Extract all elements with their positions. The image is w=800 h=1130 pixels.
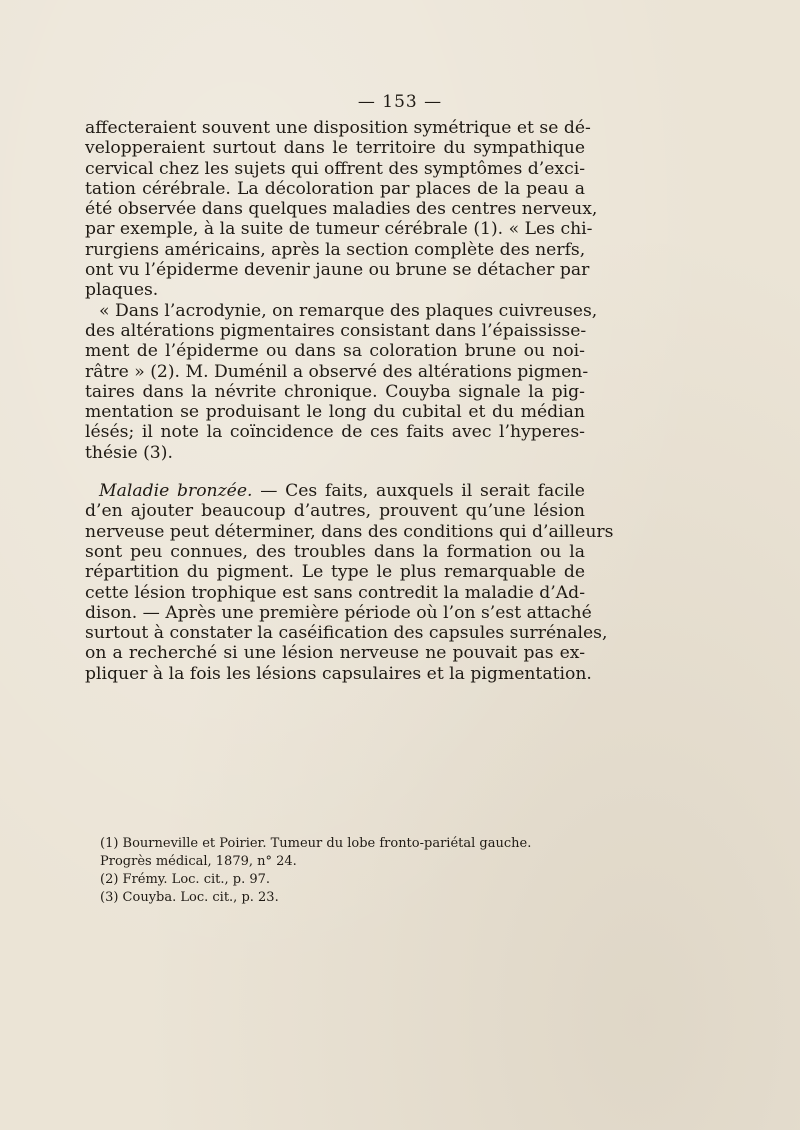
text-line: surtout à constater la caséification des capsules surrénales, (85, 623, 608, 644)
main-text (85, 118, 614, 684)
text-line: plaques. (85, 280, 159, 301)
text-line: « Dans l’acrodynie, on remarque des plaques cuivreuses, (99, 300, 598, 321)
text-line: tation cérébrale. La décoloration par places de la peau a (85, 178, 585, 199)
text-line: dison. — Après une première période où l’on s’est attaché (85, 602, 592, 623)
text-line: des altérations pigmentaires consistant dans l’épaississe- (85, 320, 587, 341)
text-line: affecteraient souvent une disposition symétrique et se dé- (85, 118, 591, 138)
paragraph-spacer (85, 463, 585, 481)
text-run: — Ces faits, auxquels il serait facile (252, 481, 585, 502)
text-line (85, 481, 585, 501)
text-line: ment de l’épiderme ou dans sa coloration brune ou noi- (85, 341, 585, 362)
text-line: cette lésion trophique est sans contredit la maladie d’Ad- (85, 582, 585, 603)
text-line: cervical chez les sujets qui offrent des symptômes d’exci- (85, 158, 585, 179)
footnote-1-continued: Progrès médical, 1879, n° 24. (100, 854, 297, 869)
text-line: ont vu l’épiderme devenir jaune ou brune se détacher par (85, 260, 590, 281)
text-line: thésie (3). (85, 442, 173, 463)
text-line: sont peu connues, des troubles dans la formation ou la (85, 541, 585, 562)
text-line: rurgiens américains, après la section complète des nerfs, (85, 239, 586, 260)
text-line: par exemple, à la suite de tumeur cérébrale (1). « Les chi- (85, 219, 593, 240)
text-line: d’en ajouter beaucoup d’autres, prouvent qu’une lésion (85, 501, 585, 522)
text-line: été observée dans quelques maladies des centres nerveux, (85, 199, 598, 220)
text-line: pliquer à la fois les lésions capsulaires et la pigmentation. (85, 663, 592, 684)
section-heading: Maladie bronzée. (99, 481, 253, 502)
text-line: velopperaient surtout dans le territoire du sympathique (85, 138, 585, 159)
text-line: lésés; il note la coïncidence de ces faits avec l’hyperes- (85, 422, 585, 443)
footnote-1: (1) Bourneville et Poirier. Tumeur du lobe fronto-pariétal gauche. (100, 836, 532, 851)
footnote-2: (2) Frémy. Loc. cit., p. 97. (100, 872, 271, 887)
page-number: — 153 — (357, 92, 443, 112)
text-line: répartition du pigment. Le type le plus remarquable de (85, 562, 585, 583)
footnote-3: (3) Couyba. Loc. cit., p. 23. (100, 890, 279, 905)
text-line: nerveuse peut déterminer, dans des conditions qui d’ailleurs (85, 521, 614, 542)
text-line: taires dans la névrite chronique. Couyba signale la pig- (85, 381, 585, 402)
footnotes (100, 835, 600, 907)
text-line: râtre » (2). M. Duménil a observé des altérations pigmen- (85, 361, 589, 382)
text-line: on a recherché si une lésion nerveuse ne pouvait pas ex- (85, 643, 585, 664)
text-line: mentation se produisant le long du cubital et du médian (85, 402, 585, 423)
